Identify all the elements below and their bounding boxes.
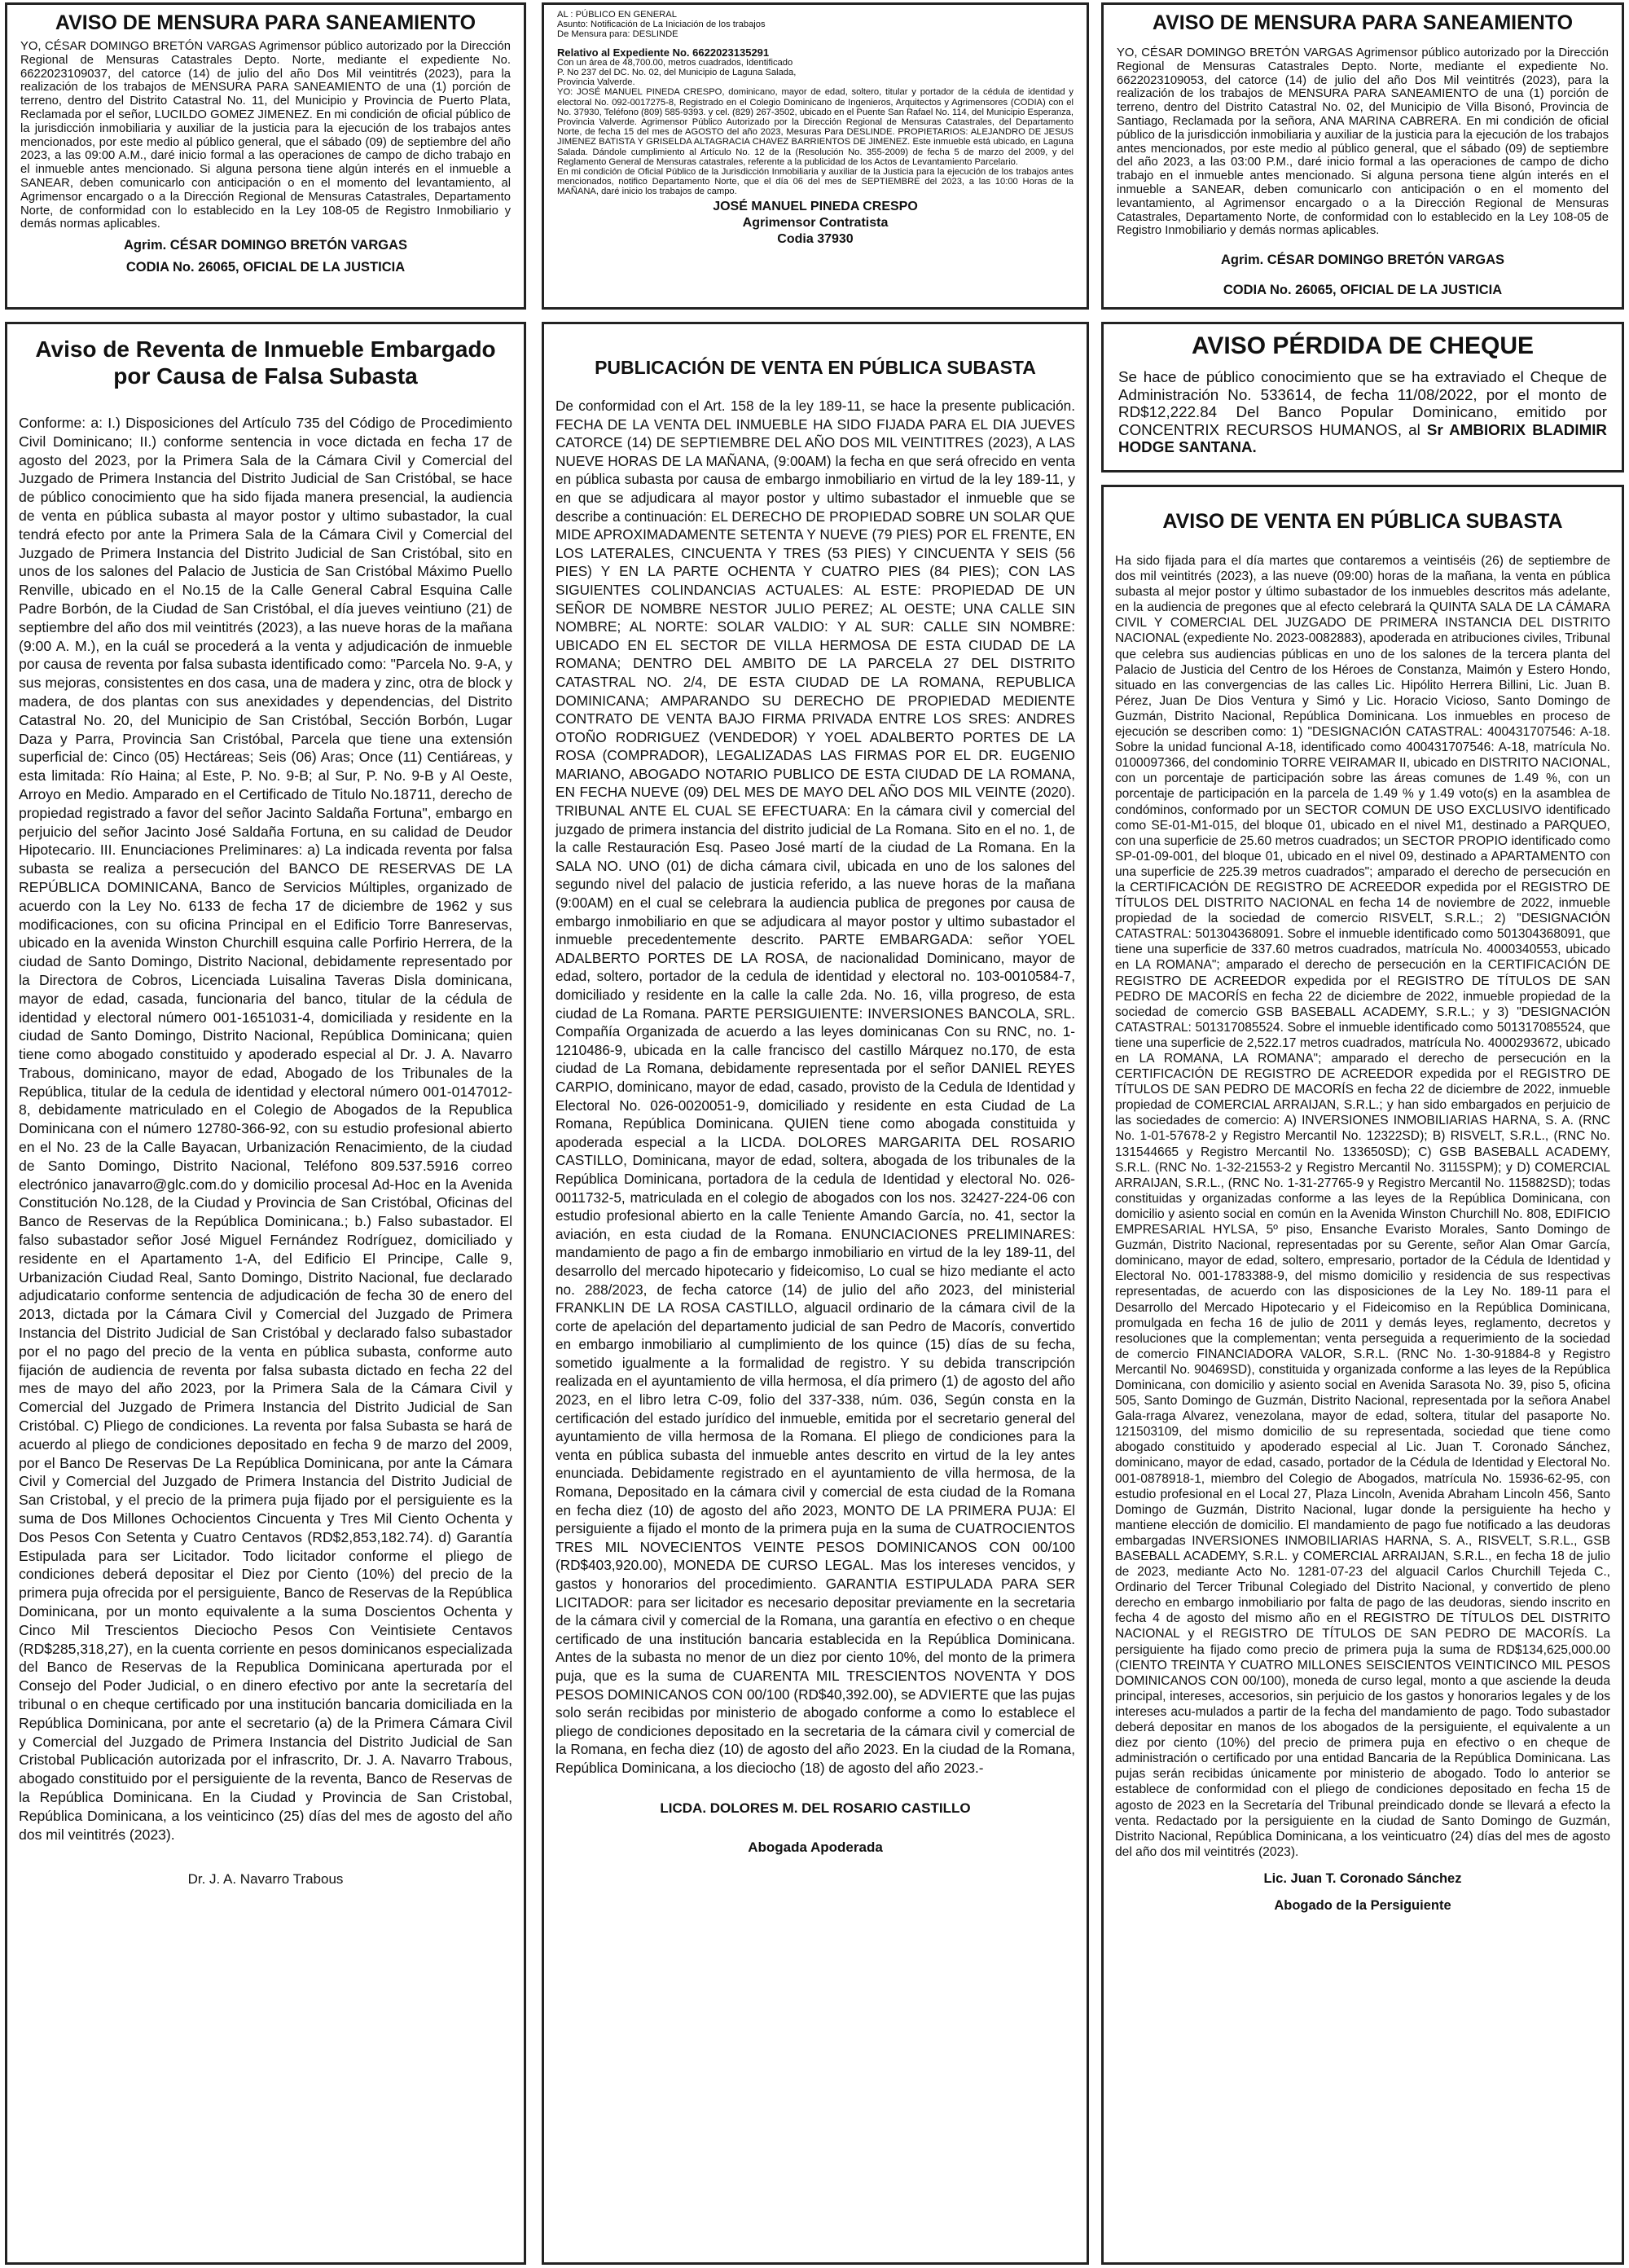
notice-line: De Mensura para: DESLINDE xyxy=(557,29,678,40)
notice-line: Provincia Valverde. xyxy=(557,77,635,88)
signature-codia: Codia 37930 xyxy=(777,231,854,246)
signature-name: JOSÉ MANUEL PINEDA CRESPO xyxy=(713,199,918,213)
signature-name: Lic. Juan T. Coronado Sánchez xyxy=(1263,1870,1462,1886)
notice-title: PUBLICACIÓN DE VENTA EN PÚBLICA SUBASTA xyxy=(595,357,1036,378)
signature-title: Abogado de la Persiguiente xyxy=(1274,1897,1451,1913)
notice-body: YO, CÉSAR DOMINGO BRETÓN VARGAS Agrimensor público autorizado por la Dirección Regional de Mensuras Catastrales Depto. Norte, mediante el expediente No. 6622023109053, del catorce (14) de julio del año Dos Mil veintitrés (2023), para la realización de los trabajos de MENSURA PARA SANEAMIENTO de una (1) porción de terreno, dentro del Distrito Catastral No. 02, del Municipio de Villa Bisonó, Provincia de Santiago, Reclamada por la señora, ANA MARINA CABRERA. En mi condición de oficial público de la jurisdicción inmobiliaria y auxiliar de la justicia para la ejecución de los trabajos antes mencionados, por este medio al público general, que el sábado (09) de septiembre del año 2023, a las 03:00 P.M., daré inicio formal a las operaciones de campo de dicho trabajo en el inmueble antes mencionado. Si alguna persona tiene algún interés en el inmueble a SANEAR, deben comunicarlo con anticipación o en el momento del levantamiento, al Agrimensor encargado o a la Dirección Regional de Mensuras Catastrales, Departamento Norte, de conformidad con lo establecido en la Ley 108-05 de Registro Inmobiliario y demás normas aplicables. xyxy=(1117,46,1609,238)
notice-venta-subasta xyxy=(1101,485,1624,2265)
notice-deslinde xyxy=(542,2,1089,310)
notice-line: Relativo al Expediente No. 6622023135291 xyxy=(557,46,770,59)
notice-title: Aviso de Reventa de Inmueble Embargado por Causa de Falsa Subasta xyxy=(35,336,496,389)
notice-title: AVISO DE MENSURA PARA SANEAMIENTO xyxy=(55,11,476,34)
notice-body: YO: JOSÉ MANUEL PINEDA CRESPO, dominicano, mayor de edad, soltero, titular y portador de la cédula de identidad y electoral No. 092-0017275-8, Registrado en el Colegio Dominicano de Ingenieros, Arquitectos y Agrimensores (CODIA) con el No. 37930, Teléfono (809) 585-9393. y cel. (829) 267-3502, ubicado en el Puente San Rafael No. 114, del Municipio Esperanza, Provincia Valverde. Agrimensor Público Autorizado por la Dirección Regional de Mensuras Catastrales, del Departamento Norte, de fecha 15 del mes de AGOSTO del año 2023, Mesuras Para DESLINDE. PROPIETARIOS: ALEJANDRO DE JESUS JIMENEZ BATISTA Y GRISELDA ALTAGRACIA CHAVEZ BARRIENTOS DE JIMENEZ. Este inmueble está ubicado, en Laguna Salada. Dándole cumplimiento al Artículo No. 12 de la (Resolución No. 355-2009) de fecha 5 de marzo del 2009, y del Reglamento General de Mensuras catastrales, referente a la publicidad de los Actos de Levantamiento Parcelario. xyxy=(557,87,1074,167)
signature-title: CODIA No. 26065, OFICIAL DE LA JUSTICIA xyxy=(1223,283,1503,298)
notice-body-text: Se hace de público conocimiento que se ha extraviado el Cheque de Administración No. 533614, de fecha 11/08/2022, por el monto de RD$12,222.84 Del Banco Popular Dominicano, emitido por CONCENTRIX RECURSOS HUMANOS, al xyxy=(1118,368,1607,438)
notice-line: Con un área de 48,700.00, metros cuadrados, Identificado xyxy=(557,57,793,68)
notice-body: Conforme: a: I.) Disposiciones del Artículo 735 del Código de Procedimiento Civil Dominicano; II.) conforme sentencia in voce dictada en fecha 17 de agosto del 2023, por la Primera Sala de la Cámara Civil y Comercial del Juzgado de Primera Instancia del Distrito Judicial de San Cristóbal, se hace de público conocimiento que ha sido fijada manera presencial, la audiencia de venta en pública subasta al mayor postor y ultimo subastador, la cual tendrá efecto por ante la Primera Sala de la Cámara Civil y Comercial del Juzgado de Primera Instancia del Distrito Judicial de San Cristóbal, sito en unos de los salones del Palacio de Justicia de San Cristóbal Máximo Puello Renville, ubicado en el No.15 de la Calle General Cabral Esquina Calle Padre Borbón, de la Ciudad de San Cristóbal, el día jueves veintiuno (21) de septiembre del año dos mil veintitrés (2023), a las nueve horas de la mañana (9:00 A. M.), en la cuál se procederá a la venta y adjudicación de inmueble por causa de reventa por falsa subasta identificado como: "Parcela No. 9-A, y sus mejoras, consistentes en dos casa, una de madera y zinc, otra de block y madera, de dos plantas con sus anexidades y dependencias, del Distrito Catastral No. 20, del Municipio de San Cristóbal, Sección Borbón, Lugar Daza y Parra, Provincia San Cristóbal, Parcela que tiene una extensión superficial de: Cinco (05) Hectáreas; Seis (06) Aras; Once (11) Centiáreas, y esta limitada: Río Haina; al Este, P. No. 9-B; al Sur, P. No. 9-B y Al Oeste, Arroyo en Medio. Amparado en el Certificado de Titulo No.18711, derecho de propiedad registrado a favor del señor Jacinto Saldaña Fortuna", embargo en perjuicio del señor Jacinto José Saldaña Fortuna, en su calidad de Deudor Hipotecario. III. Enunciaciones Preliminares: a) La indicada reventa por falsa subasta se realiza a persecución del BANCO DE RESERVAS DE LA REPÚBLICA DOMINICANA, Banco de Servicios Múltiples, organizado de acuerdo con la Ley No. 6133 de fecha 17 de diciembre de 1962 y sus modificaciones, con su oficina Principal en el Edificio Torre Banreservas, ubicado en la avenida Winston Churchill esquina calle Porfirio Herrera, de la ciudad de Santo Domingo, Distrito Nacional, debidamente representado por la Directora de Cobros, Licenciada Luisalina Taveras Disla dominicana, mayor de edad, casada, funcionaria del banco, titular de la cédula de identidad y electoral número 001-1651031-4, domiciliada y residente en la ciudad de Santo Domingo, Distrito Nacional, República Dominicana; quien tiene como abogado constituido y apoderado especial al Dr. J. A. Navarro Trabous, dominicano, mayor de edad, Abogado de los Tribunales de la República, titular de la cedula de identidad y electoral número 001-0147012-8, debidamente matriculado en el Colegio de Abogados de la Republica Dominicana con el número 12780-366-92, con su estudio profesional abierto en el No. 23 de la Calle Bayacan, Urbanización Renacimiento, de la ciudad de Santo Domingo, Distrito Nacional, Teléfono 809.537.5916 correo electrónico janavarro@glc.com.do y domicilio procesal Ad-Hoc en la Avenida Constitución No.128, de la Ciudad y Provincia de San Cristóbal, Oficinas del Banco de Reservas de la República Dominicana.; b.) Falso subastador. El falso subastador señor José Miguel Fernández Rodríguez, domiciliado y residente en el Apartamento 1-A, del Edificio El Principe, Calle 9, Urbanización Ciudad Real, Santo Domingo, Distrito Nacional, fue declarado adjudicatario conforme sentencia de adjudicación de fecha 30 de enero del 2013, dictada por la Cámara Civil y Comercial del Juzgado de Primera Instancia del Distrito Judicial de San Cristóbal y declarado falso subastador por el no pago del precio de la venta en pública subasta, conforme auto fijación de audiencia de reventa por falsa subasta dictado en fecha 22 del mes de mayo del año 2023, por la Primera Sala de la Cámara Civil y Comercial del Juzgado de Primera Instancia del Distrito Judicial de San Cristóbal. C) Pliego de condiciones. La reventa por falsa Subasta se hará de acuerdo al pliego de condiciones depositado en fecha 9 de marzo del 2009, por el Banco De Reservas De La República Dominicana, por ante la Cámara Civil y Comercial del Juzgado de Primera Instancia del Distrito Judicial de San Cristobal, y el precio de la primera puja fijado por el persiguiente es la suma de Dos Millones Ochocientos Cincuenta y Tres Mil Ciento Ochenta y Dos Pesos Con Setenta y Cuatro Centavos (RD$2,853,182.74). d) Garantía Estipulada para ser Licitador. Todo licitador conforme el pliego de condiciones deberá depositar el Diez por Ciento (10%) del precio de la primera puja ofrecida por el persiguiente, Banco de Reservas de la República Dominicana, por un monto equivalente a la suma Doscientos Ochenta y Cinco Mil Trescientos Dieciocho Pesos Con Veintisiete Centavos (RD$285,318,27), en la cuenta corriente en pesos dominicanos especializada del Banco de Reservas de la Republica Dominicana aperturada por el Consejo del Poder Judicial, o en dinero efectivo por ante la secretaría del tribunal o en cheque certificado por una institución bancaria domiciliada en la República Dominicana, por ante el secretario (a) de la Primera Cámara Civil y Comercial del Juzgado de Primera Instancia del Distrito Judicial de San Cristobal Publicación autorizada por el infrascrito, Dr. J. A. Navarro Trabous, abogado constituido por el persiguiente de la reventa, Banco de Reservas de la República Dominicana. En la Ciudad y Provincia de San Cristobal, República Dominicana, a los veinticinco (25) días del mes de agosto del año dos mil veintitrés (2023). xyxy=(19,415,512,1843)
notice-title: AVISO PÉRDIDA DE CHEQUE xyxy=(1191,332,1535,359)
signature-name: Agrim. CÉSAR DOMINGO BRETÓN VARGAS xyxy=(123,238,408,253)
signature-title: Abogada Apoderada xyxy=(748,1839,883,1855)
notice-body: De conformidad con el Art. 158 de la ley 189-11, se hace la presente publicación. FECHA DE LA VENTA DEL INMUEBLE HA SIDO FIJADA PARA EL DIA JUEVES CATORCE (14) DE SEPTIEMBRE DEL AÑO DOS MIL VEINTITRES (2023), A LAS NUEVE HORAS DE LA MAÑANA, (9:00AM) la fecha en que será ofrecido en venta en pública subasta por causa de embargo inmobiliario en virtud de la ley 189-11, y en que se adjudicara al mayor postor y ultimo subastador el inmueble que se describe a continuación: EL DERECHO DE PROPIEDAD SOBRE UN SOLAR QUE MIDE APROXIMADAMENTE SETENTA Y NUEVE (79 PIES) POR EL FRENTE, EN LOS LATERALES, CINCUENTA Y TRES (53 PIES) Y CINCUENTA Y SEIS (56 PIES) Y EN LA PARTE OCHENTA Y CUATRO PIES (84 PIES); CON LAS SIGUIENTES COLINDANCIAS ACTUALES: AL ESTE: PROPIEDAD DE UN SEÑOR DE NOMBRE NESTOR JULIO PEREZ; AL OESTE; UNA CALLE SIN NOMBRE; AL NORTE: SOLAR VALDIO: Y AL SUR: CALLE SIN NOMBRE: UBICADO EN EL SECTOR DE VILLA HERMOSA DE ESTA CIUDAD DE LA ROMANA; DENTRO DEL AMBITO DE LA PARCELA 27 DEL DISTRITO CATASTRAL NO. 2/4, DE ESTA CIUDAD DE LA ROMANA, REPUBLICA DOMINICANA; AMPARANDO SU DERECHO DE PROPIEDAD MEDIENTE CONTRATO DE VENTA BAJO FIRMA PRIVADA ENTRE LOS SRES: ANDRES OTOÑO RODRIGUEZ (VENDEDOR) Y YOEL ADALBERTO PORTES DE LA ROSA (COMPRADOR), LEGALIZADAS LAS FIRMAS POR EL DR. EUGENIO MARIANO, ABOGADO NOTARIO PUBLICO DE ESTA CIUDAD DE LA ROMANA, EN FECHA NUEVE (09) DEL MES DE MAYO DEL AÑO DOS MIL VEINTE (2020). TRIBUNAL ANTE EL CUAL SE EFECTUARA: En la cámara civil y comercial del juzgado de primera instancia del distrito judicial de La Romana. Sito en el no. 1, de la calle Restauración Esq. Paseo José martí de la ciudad de La Romana. En la SALA NO. UNO (01) de dicha cámara civil, ubicada en uno de los salones del segundo nivel del palacio de justicia referido, a las nueve horas de la mañana (9:00AM) en el cual se celebrara la audiencia publica de pregones por causa de embargo inmobiliario en que se adjudicara al mayor postor y ultimo subastador el inmueble precedentemente descrito. PARTE EMBARGADA: señor YOEL ADALBERTO PORTES DE LA ROSA, de nacionalidad Dominicano, mayor de edad, soltero, portador de la cedula de identidad y electoral no. 103-0010584-7, domiciliado y residente en la calle la calle 2da. No. 16, villa progreso, de esta ciudad de La Romana. PARTE PERSIGUIENTE: INVERSIONES BANCOLA, SRL. Compañía Organizada de acuerdo a las leyes dominicanas Con su RNC, no. 1-1210486-9, ubicada en la calle francisco del castillo Márquez no.170, de esta ciudad de La Romana, debidamente representada por el señor DANIEL REYES CARPIO, dominicano, mayor de edad, casado, provisto de la Cedula de Identidad y Electoral No. 026-0020051-9, domiciliado y residente en esta Ciudad de La Romana, República Dominicana. QUIEN tiene como abogada constituida y apoderada especial a la LICDA. DOLORES MARGARITA DEL ROSARIO CASTILLO, Dominicana, mayor de edad, soltera, abogada de los tribunales de la República Dominicana, portadora de la cedula de Identidad y electoral No. 026-0011732-5, matriculada en el colegio de abogados con los nos. 32427-224-06 con estudio profesional abierto en la calle Teniente Amando García, no. 41, sector la aviación, en esta ciudad de la Romana. ENUNCIACIONES PRELIMINARES: mandamiento de pago a fin de embargo inmobiliario en virtud de la ley 189-11, del desarrollo del mercado hipotecario y fideicomiso, Lo cual se hizo mediante el acto no. 288/2023, de fecha catorce (14) de julio del año 2023, del ministerial FRANKLIN DE LA ROSA CASTILLO, alguacil ordinario de la cámara civil de la corte de apelación del departamento judicial de san Pedro de Macorís, convertido en embargo inmobiliario al cumplimiento de los quince (15) días de su fecha, sometido igualmente a la formalidad de registro. Y su debida transcripción realizada en el ayuntamiento de villa hermosa, el día primero (1) de agosto del año 2023, en el libro letra C-09, folio del 337-338, núm. 036, Según consta en la certificación del estado jurídico del inmueble, emitida por el secretario general del ayuntamiento de villa hermosa de la Romana. El pliego de condiciones para la venta en pública subasta del inmueble antes descrito en virtud de la ley antes enunciada. Debidamente registrado en el ayuntamiento de villa hermosa, de la Romana, Depositado en la cámara civil y comercial de esta ciudad de la Romana en fecha diez (10) de agosto del año 2023, MONTO DE LA PRIMERA PUJA: El persiguiente a fijado el monto de la primera puja en la suma de CUATROCIENTOS TRES MIL NOVECIENTOS VEINTE PESOS DOMINICANOS CON 00/100 (RD$403,920.00), MONEDA DE CURSO LEGAL. Mas los intereses vencidos, y gastos y honorarios del procedimiento. GARANTIA ESTIPULADA PARA SER LICITADOR: para ser licitador es necesario depositar previamente en la secretaria de la cámara civil y comercial de la Romana, una garantía en efectivo o en cheque certificado de una institución bancaria establecida en la República Dominicana. Antes de la subasta no menor de un diez por ciento 10%, del monto de la primera puja, que es la suma de CUARENTA MIL TRESCIENTOS NOVENTA Y DOS PESOS DOMINICANOS CON 00/100 (RD$40,392.00), se ADVIERTE que las pujas solo serán recibidas por ministerio de abogado conforme a como lo establece el pliego de condiciones depositado en la secretaria de la cámara civil y comercial de la Romana, en fecha diez (10) de agosto del año 2023. En la ciudad de la Romana, República Dominicana, a los dieciocho (18) de agosto del año 2023.- xyxy=(555,398,1075,1776)
signature-name: Agrim. CÉSAR DOMINGO BRETÓN VARGAS xyxy=(1220,253,1505,268)
notice-reventa-falsa-subasta xyxy=(5,322,526,2265)
notice-body: YO, CÉSAR DOMINGO BRETÓN VARGAS Agrimensor público autorizado por la Dirección Regional de Mensuras Catastrales Depto. Norte, mediante el expediente No. 6622023109037, del catorce (14) de julio del año Dos Mil veintitrés (2023), para la realización de los trabajos de MENSURA PARA SANEAMIENTO de una (1) porción de terreno, dentro del Distrito Catastral No. 11, del Municipio y Provincia de Puerto Plata, Reclamada por el señor, LUCILDO GOMEZ JIMENEZ. En mi condición de oficial público de la jurisdicción inmobiliaria y auxiliar de la justicia para la ejecución de los trabajos antes mencionados, por este medio al público general, que el sábado (09) de septiembre del año 2023, a las 09:00 A.M., daré inicio formal a las operaciones de campo de dicho trabajo en el inmueble antes mencionado. Si alguna persona tiene algún interés en el inmueble a SANEAR, deben comunicarlo con anticipación o en el momento del levantamiento, al Agrimensor encargado o a la Dirección Regional de Mensuras Catastrales, Departamento Norte, de conformidad con lo establecido en la Ley 108-05 de Registro Inmobiliario y demás normas aplicables. xyxy=(20,40,511,231)
notice-line: AL : PÚBLICO EN GENERAL xyxy=(557,10,677,20)
notice-title: AVISO DE MENSURA PARA SANEAMIENTO xyxy=(1152,11,1574,34)
notice-line: P. No 237 del DC. No. 02, del Municipio de Laguna Salada, xyxy=(557,68,797,78)
notice-line: Asunto: Notificación de La Iniciación de los trabajos xyxy=(557,20,766,30)
notice-mensura-lucildo xyxy=(5,2,526,310)
signature-name: LICDA. DOLORES M. DEL ROSARIO CASTILLO xyxy=(660,1800,971,1816)
notice-body: En mi condición de Oficial Público de la Jurisdicción Inmobiliaria y auxiliar de la Justicia para la ejecución de los trabajos antes mencionados, notifico Departamento Norte, que el día 06 del mes de SEPTIEMBRE del 2023, a las 10:00 Horas de la MAÑANA, daré inicio los trabajos de campo. xyxy=(557,167,1074,197)
signature-title: CODIA No. 26065, OFICIAL DE LA JUSTICIA xyxy=(125,260,406,275)
notice-body: Ha sido fijada para el día martes que contaremos a veintiséis (26) de septiembre de dos mil veintitrés (2023), a las nueve (09:00) horas de la mañana, la venta en pública subasta al mejor postor y último subastador de los inmuebles descritos más adelante, en la audiencia de pregones que al efecto celebrará la QUINTA SALA DE LA CÁMARA CIVIL Y COMERCIAL DEL JUZGADO DE PRIMERA INSTANCIA DEL DISTRITO NACIONAL (expediente No. 2023-0082883), apoderada en atribuciones civiles, Tribunal que celebra sus audiencias públicas en uno de los salones de la tercera planta del Palacio de Justicia del Centro de los Héroes de Constanza, Maimón y Estero Hondo, situado en las convergencias de las calles Lic. Hipólito Herrera Billini, Lic. Juan B. Pérez, Juan De Dios Ventura y Simó y Lic. Horacio Vicioso, Santo Domingo de Guzmán, Distrito Nacional, República Dominicana. Los inmuebles en proceso de ejecución se describen como: 1) "DESIGNACIÓN CATASTRAL: 400431707546: A-18. Sobre la unidad funcional A-18, identificado como 400431707546: A-18, matrícula No. 0100097366, del condominio TORRE VEIRAMAR II, ubicado en DISTRITO NACIONAL, con un porcentaje de participación sobre las áreas comunes de 1.49 %, con un porcentaje de participación en la parcela de 1.49 % y 1.49 voto(s) en la asamblea de condóminos, conformado por un SECTOR COMUN DE USO EXCLUSIVO identificado como SE-01-M1-015, del bloque 01, ubicado en el nivel M1, destinado a PARQUEO, con una superficie de 25.60 metros cuadrados; un SECTOR PROPIO identificado como SP-01-09-001, del bloque 01, ubicado en el nivel 09, destinado a APARTAMENTO con una superficie de 225.39 metros cuadrados"; amparado el derecho de persecución en la CERTIFICACIÓN DE REGISTRO DE ACREEDOR expedida por el REGISTRO DE TÍTULOS DEL DISTRITO NACIONAL en fecha 14 de noviembre de 2022, inmueble propiedad de la sociedad de comercio RISVELT, S.R.L.; 2) "DESIGNACIÓN CATASTRAL: 501304368091. Sobre el inmueble identificado como 501304368091, que tiene una superficie de 337.60 metros cuadrados, matrícula No. 4000340553, ubicado en LA ROMANA"; amparado el derecho de persecución en la CERTIFICACIÓN DE REGISTRO DE ACREEDOR expedida por el REGISTRO DE TÍTULOS DE SAN PEDRO DE MACORÍS en fecha 22 de diciembre de 2022, inmueble propiedad de la sociedad de comercio GSB BASEBALL ACADEMY, S.R.L.; y 3) "DESIGNACIÓN CATASTRAL: 501317085524. Sobre el inmueble identificado como 501317085524, que tiene una superficie de 2,522.17 metros cuadrados, matrícula No. 4000293672, ubicado en LA ROMANA, LA ROMANA"; amparado el derecho de persecución en la CERTIFICACIÓN DE REGISTRO DE ACREEDOR expedida por el REGISTRO DE TÍTULOS DE SAN PEDRO DE MACORÍS en fecha 22 de diciembre de 2022, inmueble propiedad de COMERCIAL ARRAIJAN, S.R.L.; y han sido embargados en perjuicio de las sociedades de comercio: A) INVERSIONES INMOBILIARIAS HARNA, S. A. (RNC No. 1-01-57678-2 y Registro Mercantil No. 12322SD); B) RISVELT, S.R.L., (RNC No. 131544665 y Registro Mercantil No. 133650SD); C) GSB BASEBALL ACADEMY, S.R.L. (RNC No. 1-32-21553-2 y Registro Mercantil No. 3115SPM); y D) COMERCIAL ARRAIJAN, S.R.L., (RNC No. 1-31-27765-9 y Registro Mercantil No. 115882SD); todas constituidas y organizadas conforme a las leyes de la República Dominicana, con domicilio y asiento social en común en la Avenida Winston Churchill No. 808, EDIFICIO EMPRESARIAL HYLSA, 5º piso, Ensanche Evaristo Morales, Santo Domingo de Guzmán, Distrito Nacional, representadas por su Gerente, señor Alan Omar García, dominicano, mayor de edad, soltero, empresario, portador de la Cédula de Identidad y Electoral No. 001-1783388-9, del mismo domicilio y residencia de sus respectivas representadas, de acuerdo con las disposiciones de la Ley No. 189-11 para el Desarrollo del Mercado Hipotecario y el Fideicomiso en la República Dominicana, promulgada en fecha 16 de julio de 2011 y demás leyes, reglamento, decretos y resoluciones que la complementan; venta perseguida a requerimiento de la sociedad de comercio FINANCIADORA VALOR, S.R.L. (RNC No. 1-30-91884-8 y Registro Mercantil No. 90469SD), constituida y organizada conforme a las leyes de la República Dominicana, con domicilio y asiento social en Avenida Sarasota No. 39, piso 5, oficina 505, Santo Domingo de Guzmán, Distrito Nacional, representada por la señora Anabel Gala-rraga Alvarez, venezolana, mayor de edad, soltera, titular del pasaporte No. 121503109, del mismo domicilio de su representada, sociedad que tiene como abogado constituido y apoderado especial al Lic. Juan T. Coronado Sánchez, dominicano, mayor de edad, casado, portador de la Cédula de Identidad y Electoral No. 001-0878918-1, miembro del Colegio de Abogados, matrícula No. 15936-62-95, con estudio profesional en el Local 27, Plaza Lincoln, Avenida Abraham Lincoln 456, Santo Domingo de Guzmán, Distrito Nacional, lugar donde la persiguiente ha hecho y mantiene elección de domicilio. El mandamiento de pago fue notificado a las deudoras embargadas INVERSIONES INMOBILIARIAS HARNA, S. A., RISVELT, S.R.L., GSB BASEBALL ACADEMY, S.R.L. y COMERCIAL ARRAIJAN, S.R.L., en fecha 18 de julio de 2023, mediante Acto No. 1281-07-23 del alguacil Carlos Churchill Tejeda C., Ordinario del Tercer Tribunal Colegiado del Distrito Nacional, y convertido de pleno derecho en embargo inmobiliario por falta de pago de las deudoras, siendo inscrito en fecha 4 de agosto del mismo año en el REGISTRO DE TÍTULOS DEL DISTRITO NACIONAL y el REGISTRO DE TÍTULOS DE SAN PEDRO DE MACORÍS. La persiguiente ha fijado como precio de primera puja la suma de RD$134,625,000.00 (CIENTO TREINTA Y CUATRO MILLONES SEISCIENTOS VEINTICINCO MIL PESOS DOMINICANOS CON 00/100), moneda de curso legal, monto a que asciende la deuda principal, intereses, accesorios, sin perjuicio de los gastos y honorarios legales y de los intereses acu-mulados a partir de la fecha del mandamiento de pago. Todo subastador deberá depositar en manos de los abogados de la persiguiente, el equivalente a un diez por ciento (10%) del precio de primera puja en efectivo o en cheque de administración o certificado por una entidad Bancaria de la República Dominicana. Las pujas serán recibidas únicamente por ministerio de abogado. Todo lo anterior se establece de conformidad con el pliego de condiciones depositado en fecha 15 de agosto de 2023 en la Secretaría del Tribunal preindicado donde se llevará a efecto la venta. Redactado por la persiguiente en la ciudad de Santo Domingo de Guzmán, Distrito Nacional, República Dominicana, a los veinticuatro (24) días del mes de agosto del año dos mil veintitrés (2023). xyxy=(1115,554,1610,1859)
notice-publicacion-subasta xyxy=(542,322,1089,2265)
notice-title: AVISO DE VENTA EN PÚBLICA SUBASTA xyxy=(1162,510,1563,533)
signature-title: Agrimensor Contratista xyxy=(742,215,889,230)
notice-body xyxy=(1118,368,1607,456)
notice-mensura-ana-marina xyxy=(1101,2,1624,310)
signature-name: Dr. J. A. Navarro Trabous xyxy=(187,1871,344,1888)
notice-perdida-cheque xyxy=(1101,322,1624,472)
notice-body-beneficiary: Sr AMBIORIX BLADIMIR HODGE SANTANA. xyxy=(1118,420,1608,455)
